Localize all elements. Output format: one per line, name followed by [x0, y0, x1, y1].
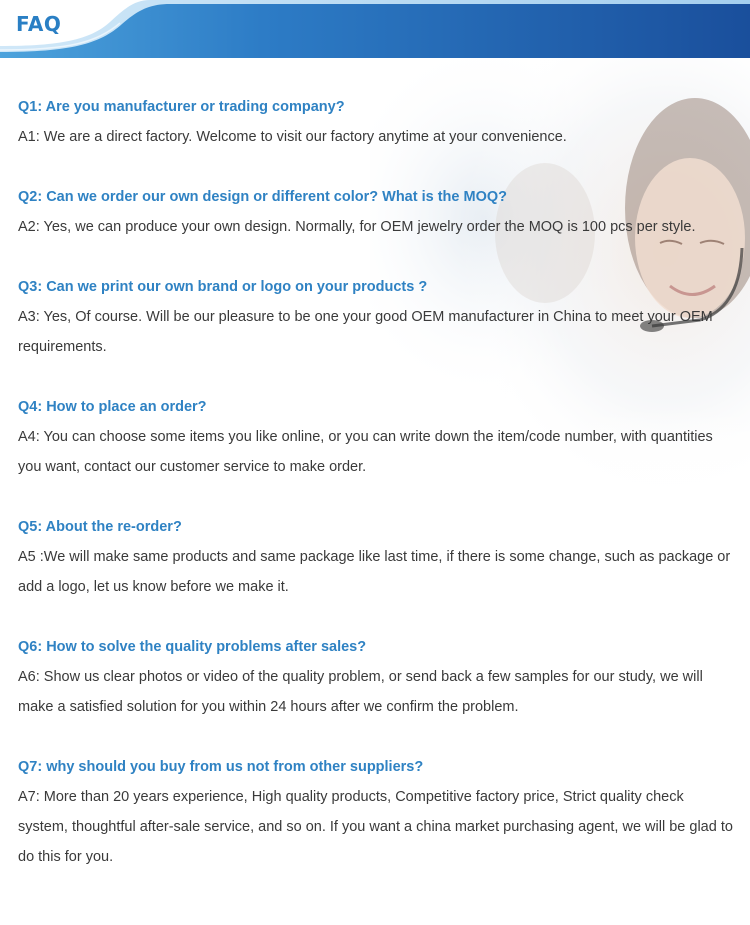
- faq-item-2: [18, 182, 733, 242]
- faq-question-6: Q6: How to solve the quality problems after sales?: [18, 639, 367, 655]
- faq-item-6: [18, 632, 733, 722]
- faq-answer-7: A7: More than 20 years experience, High quality products, Competitive factory price, Strict quality check system, thoughtful after-sale service, and so on. If you want a china market purchasing agent, we will be glad to do this for you.: [18, 789, 733, 865]
- banner-swoosh: [0, 0, 750, 58]
- faq-question-3: Q3: Can we print our own brand or logo on your products ?: [18, 279, 428, 295]
- faq-item-4: [18, 392, 733, 482]
- faq-question-2: Q2: Can we order our own design or different color? What is the MOQ?: [18, 189, 507, 205]
- faq-question-4: Q4: How to place an order?: [18, 399, 207, 415]
- faq-answer-6: A6: Show us clear photos or video of the quality problem, or send back a few samples for our study, we will make a satisfied solution for you within 24 hours after we confirm the problem.: [18, 669, 703, 715]
- faq-question-5: Q5: About the re-order?: [18, 519, 182, 535]
- faq-answer-2: A2: Yes, we can produce your own design. Normally, for OEM jewelry order the MOQ is 100 pcs per style.: [18, 219, 696, 235]
- faq-item-7: [18, 752, 733, 872]
- faq-list: [18, 92, 733, 902]
- faq-item-5: [18, 512, 733, 602]
- faq-item-1: [18, 92, 733, 152]
- faq-question-7: Q7: why should you buy from us not from other suppliers?: [18, 759, 424, 775]
- faq-answer-1: A1: We are a direct factory. Welcome to visit our factory anytime at your convenience.: [18, 129, 567, 145]
- faq-answer-5: A5 :We will make same products and same package like last time, if there is some change, such as package or add a logo, let us know before we make it.: [18, 549, 731, 595]
- faq-header-banner: [0, 0, 750, 58]
- faq-question-1: Q1: Are you manufacturer or trading company?: [18, 99, 345, 115]
- faq-answer-4: A4: You can choose some items you like online, or you can write down the item/code number, with quantities you want, contact our customer service to make order.: [18, 429, 713, 475]
- faq-item-3: [18, 272, 733, 362]
- faq-answer-3: A3: Yes, Of course. Will be our pleasure to be one your good OEM manufacturer in China to meet your OEM requirements.: [18, 309, 713, 355]
- page-title: FAQ: [16, 12, 62, 36]
